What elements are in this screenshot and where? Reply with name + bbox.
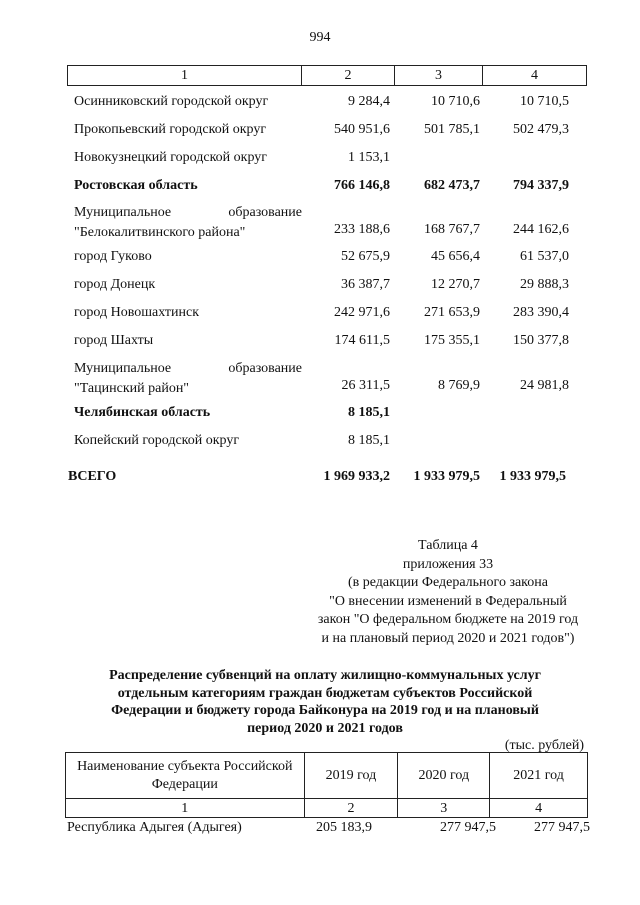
header-2019: 2019 год bbox=[304, 753, 398, 799]
table-number-row bbox=[66, 799, 588, 818]
value-2021: 24 981,8 bbox=[520, 378, 569, 393]
title-line: отдельным категориям граждан бюджетам субъектов Российской bbox=[117, 685, 533, 701]
top-table-header bbox=[67, 65, 587, 86]
value-2019: 174 611,5 bbox=[334, 333, 390, 348]
number-col-3: 3 bbox=[398, 799, 490, 818]
row-name bbox=[74, 359, 302, 399]
value-2020: 45 656,4 bbox=[431, 249, 480, 264]
title-line: Федерации и бюджету города Байконура на 2019 год и на плановый bbox=[111, 703, 539, 718]
caption-line: и на плановый период 2020 и 2021 годов") bbox=[321, 630, 575, 646]
value-2019: 233 188,6 bbox=[334, 222, 390, 237]
section-title bbox=[82, 667, 568, 737]
total-2020: 1 933 979,5 bbox=[413, 469, 480, 484]
caption-line: приложения 33 bbox=[402, 556, 494, 572]
value-2019: 1 153,1 bbox=[348, 150, 390, 165]
value-2021: 61 537,0 bbox=[520, 249, 569, 264]
units-label: (тыс. рублей) bbox=[504, 738, 584, 753]
total-2021: 1 933 979,5 bbox=[499, 469, 566, 484]
value-2020: 501 785,1 bbox=[424, 122, 480, 137]
header-subject: Наименование субъекта Российской Федерации bbox=[66, 753, 305, 799]
value-2020: 168 767,7 bbox=[424, 222, 480, 237]
value-2021: 277 947,5 bbox=[534, 820, 590, 835]
row-name: Прокопьевский городской округ bbox=[74, 122, 267, 137]
header-col-3: 3 bbox=[394, 66, 482, 85]
row-name: город Гуково bbox=[74, 249, 152, 264]
value-2019: 766 146,8 bbox=[334, 178, 390, 193]
value-2019: 540 951,6 bbox=[334, 122, 390, 137]
caption-line: Таблица 4 bbox=[418, 538, 478, 553]
value-2019: 26 311,5 bbox=[341, 378, 390, 393]
value-2020: 12 270,7 bbox=[431, 277, 480, 292]
table-caption bbox=[300, 537, 596, 648]
total-2019: 1 969 933,2 bbox=[323, 469, 390, 484]
value-2021: 150 377,8 bbox=[513, 333, 569, 348]
header-col-2: 2 bbox=[301, 66, 394, 85]
value-2020: 271 653,9 bbox=[424, 305, 480, 320]
row-name-line-2: "Тацинский район" bbox=[74, 381, 190, 396]
caption-line: закон "О федеральном бюджете на 2019 год bbox=[317, 612, 579, 627]
title-line: период 2020 и 2021 годов bbox=[247, 720, 403, 736]
row-name: Челябинская область bbox=[74, 405, 211, 420]
value-2021: 502 479,3 bbox=[513, 122, 569, 137]
row-name-line-1: Муниципальное образование bbox=[74, 205, 302, 220]
row-name-line-1: Муниципальное образование bbox=[74, 361, 302, 376]
value-2021: 794 337,9 bbox=[513, 178, 569, 193]
row-name: Осинниковский городской округ bbox=[74, 94, 269, 109]
row-name: Копейский городской округ bbox=[74, 433, 240, 448]
value-2020: 8 769,9 bbox=[438, 378, 480, 393]
number-col-4: 4 bbox=[490, 799, 588, 818]
row-name: город Шахты bbox=[74, 333, 154, 348]
header-2020: 2020 год bbox=[398, 753, 490, 799]
row-name-line-2: "Белокалитвинского района" bbox=[74, 225, 246, 240]
row-name: Республика Адыгея (Адыгея) bbox=[67, 820, 242, 835]
caption-line: (в редакции Федерального закона bbox=[348, 575, 548, 590]
row-name: город Новошахтинск bbox=[74, 305, 200, 320]
number-col-1: 1 bbox=[66, 799, 305, 818]
value-2020: 175 355,1 bbox=[424, 333, 480, 348]
total-label: ВСЕГО bbox=[68, 469, 117, 484]
value-2020: 682 473,7 bbox=[424, 178, 480, 193]
header-col-1: 1 bbox=[181, 68, 188, 83]
title-line: Распределение субвенций на оплату жилищно-коммунальных услуг bbox=[109, 668, 541, 683]
value-2020: 277 947,5 bbox=[440, 820, 496, 835]
row-name: город Донецк bbox=[74, 277, 156, 292]
header-2021: 2021 год bbox=[490, 753, 588, 799]
value-2021: 283 390,4 bbox=[513, 305, 569, 320]
value-2019: 52 675,9 bbox=[341, 249, 390, 264]
value-2019: 36 387,7 bbox=[341, 277, 390, 292]
subvention-table bbox=[65, 752, 588, 818]
value-2020: 10 710,6 bbox=[431, 94, 480, 109]
value-2019: 8 185,1 bbox=[348, 433, 390, 448]
caption-line: "О внесении изменений в Федеральный bbox=[329, 593, 567, 609]
header-col-4: 4 bbox=[482, 66, 586, 85]
value-2021: 244 162,6 bbox=[513, 222, 569, 237]
value-2021: 10 710,5 bbox=[520, 94, 569, 109]
value-2021: 29 888,3 bbox=[520, 277, 569, 292]
row-name bbox=[74, 203, 302, 243]
value-2019: 205 183,9 bbox=[316, 820, 372, 835]
row-name: Ростовская область bbox=[74, 178, 198, 193]
table-header-row bbox=[66, 753, 588, 799]
page-number: 994 bbox=[309, 30, 331, 45]
value-2019: 9 284,4 bbox=[348, 94, 390, 109]
value-2019: 242 971,6 bbox=[334, 305, 390, 320]
number-col-2: 2 bbox=[304, 799, 398, 818]
value-2019: 8 185,1 bbox=[348, 405, 390, 420]
row-name: Новокузнецкий городской округ bbox=[74, 150, 268, 165]
